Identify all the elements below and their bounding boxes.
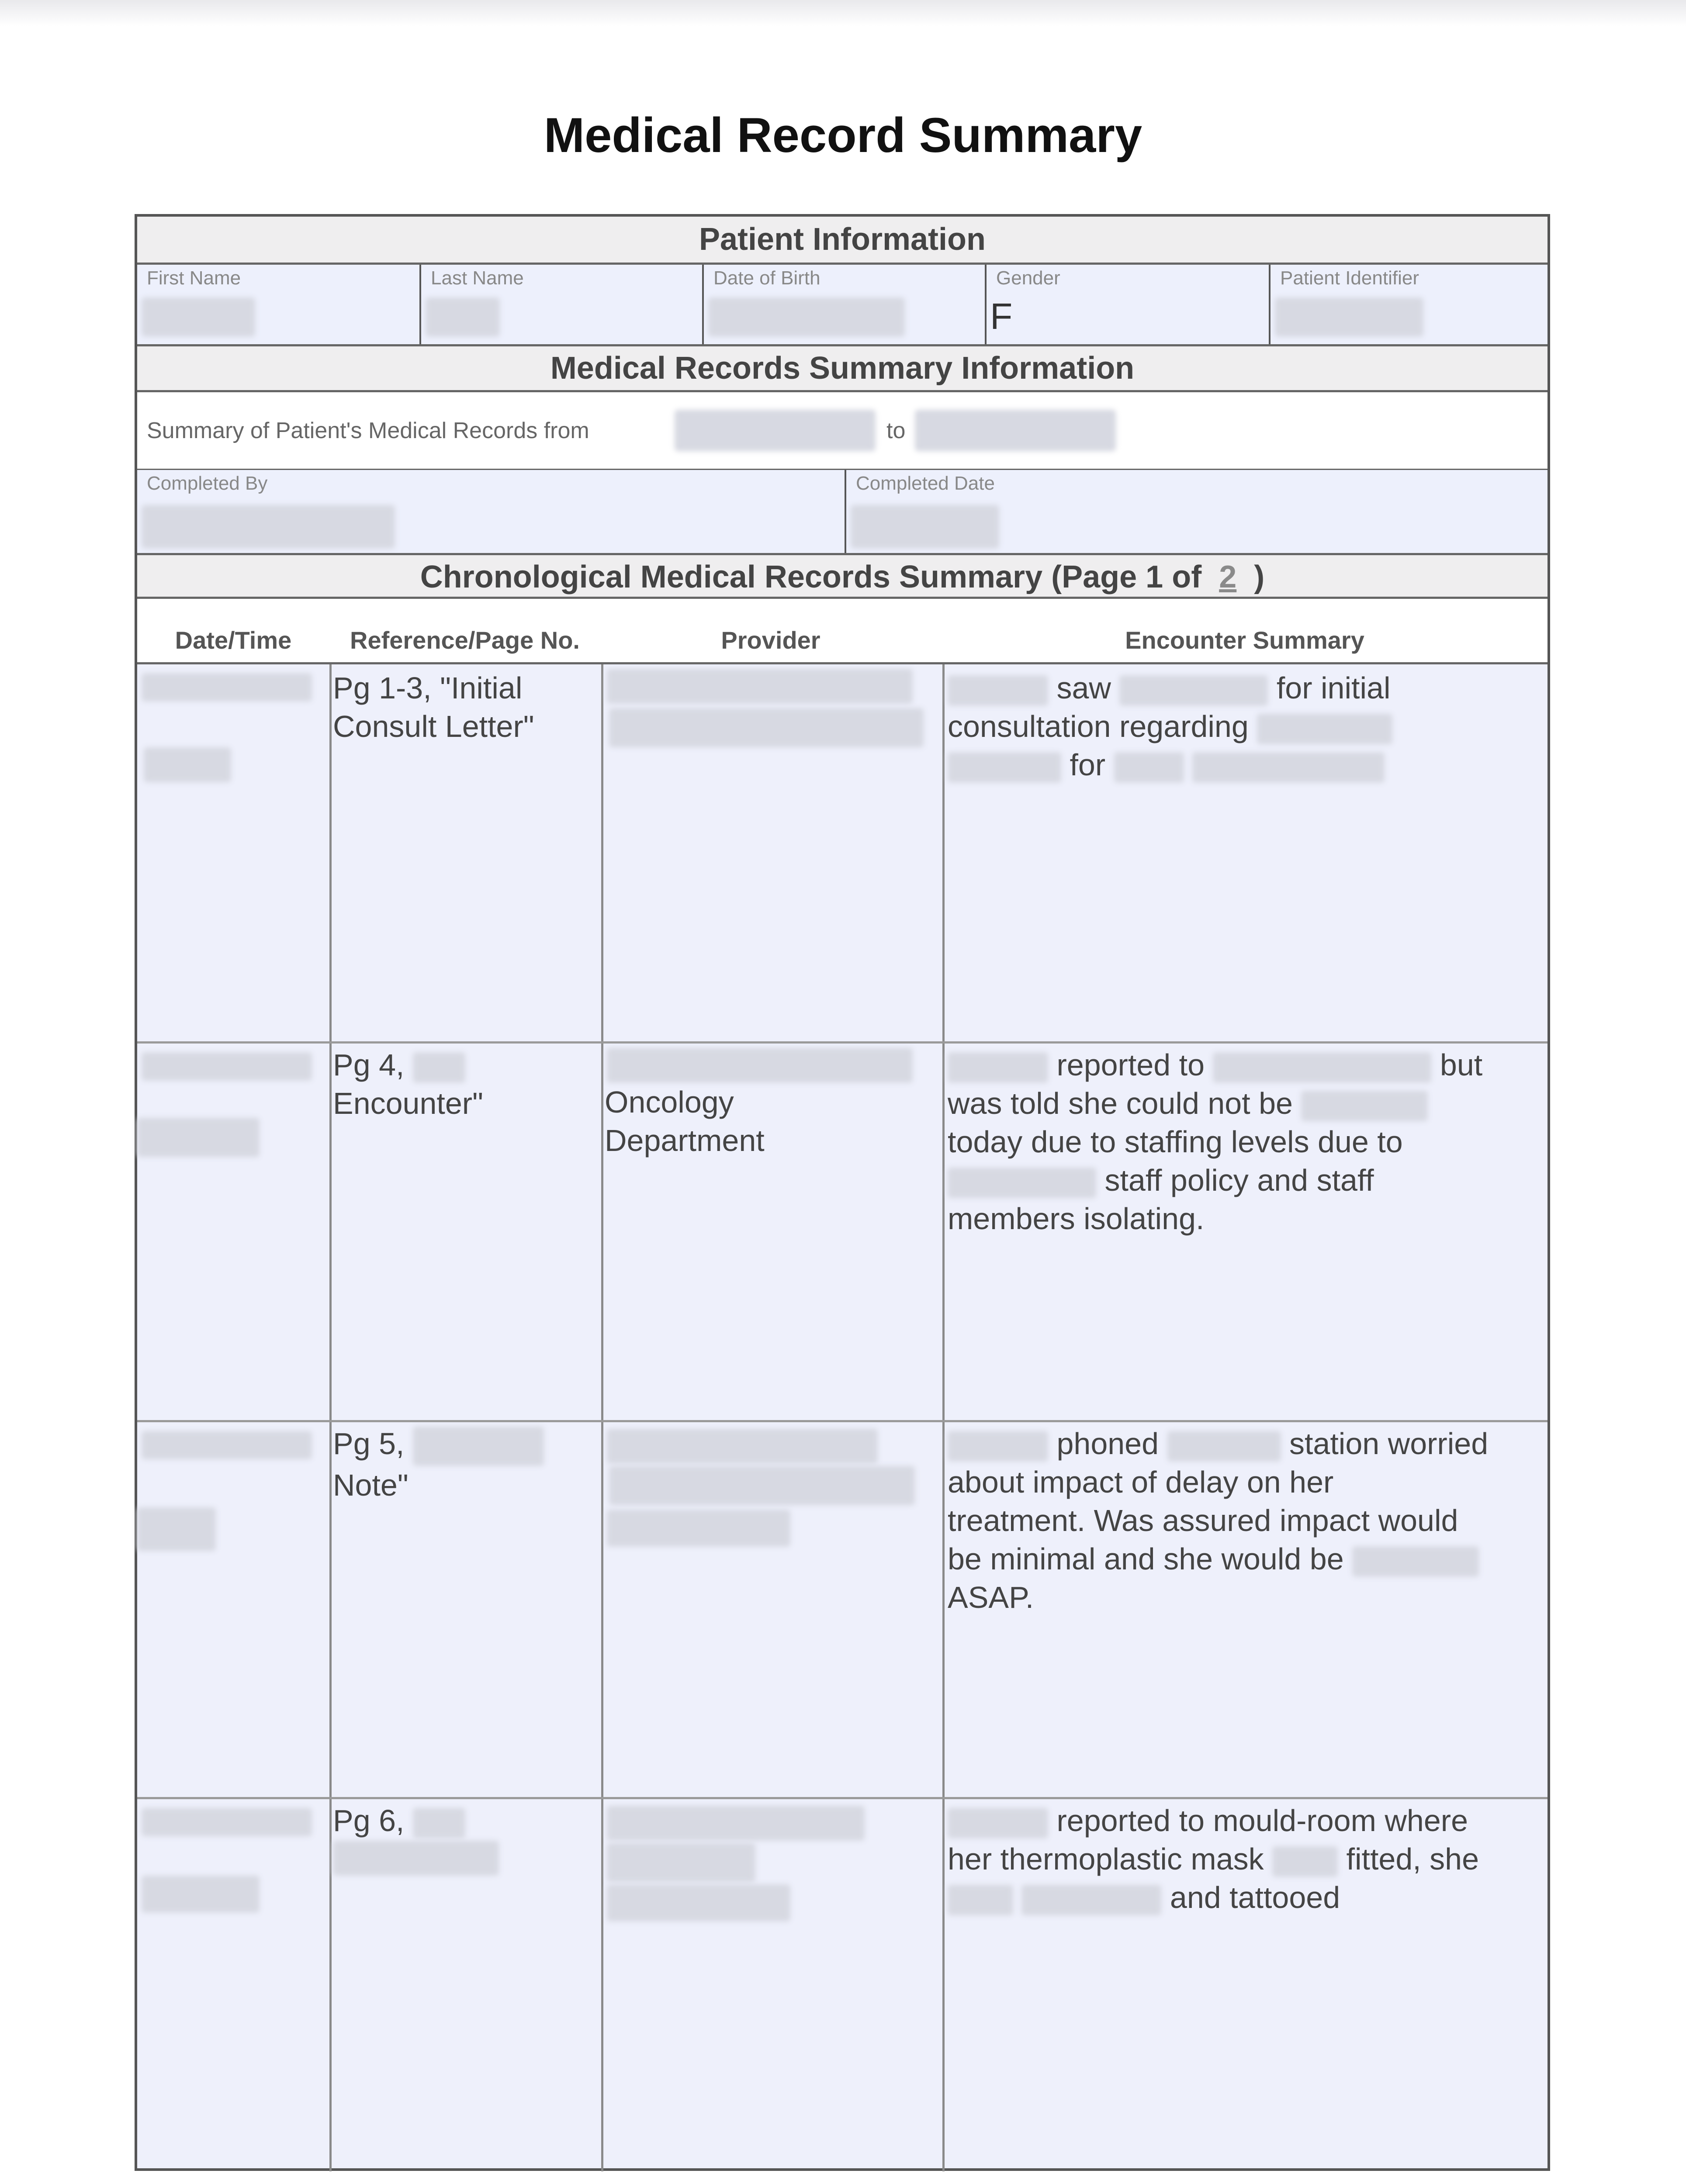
- redacted-provider: [607, 1806, 865, 1841]
- completed-by-label: Completed By: [147, 473, 268, 494]
- gender-label: Gender: [996, 267, 1060, 289]
- to-label: to: [886, 418, 906, 443]
- redacted-text: [1257, 714, 1392, 744]
- from-date-input[interactable]: [675, 410, 876, 451]
- redacted-text: [948, 1168, 1096, 1198]
- chronological-heading: [137, 553, 1548, 599]
- redacted-text: [1167, 1431, 1281, 1462]
- medical-record-form: [135, 214, 1550, 2171]
- date-of-birth-field[interactable]: [704, 265, 987, 346]
- patient-identifier-field[interactable]: [1271, 265, 1548, 346]
- redacted-provider: [607, 669, 913, 704]
- to-date-input[interactable]: [915, 410, 1116, 451]
- redacted-text: [413, 1808, 465, 1838]
- redacted-provider: [607, 1048, 913, 1083]
- reference-cell: Pg 6,: [333, 1801, 595, 1840]
- redacted-provider: [607, 1884, 790, 1921]
- gender-field[interactable]: [987, 265, 1271, 346]
- redacted-text: [1272, 1846, 1338, 1877]
- records-range-label: Summary of Patient's Medical Records from: [147, 418, 589, 443]
- redacted-text: [413, 1052, 465, 1083]
- column-provider: Provider: [721, 626, 820, 654]
- viewer-top-bar: [0, 0, 1686, 26]
- redacted-text: [1301, 1091, 1428, 1121]
- first-name-field[interactable]: [137, 265, 421, 346]
- redacted-time: [137, 1118, 260, 1157]
- redacted-time: [137, 1507, 216, 1551]
- summary-info-heading: Medical Records Summary Information: [137, 344, 1548, 392]
- redacted-reference: [333, 1841, 499, 1876]
- column-date-time: Date/Time: [175, 626, 292, 654]
- completed-date-field[interactable]: [846, 470, 1548, 553]
- redacted-text: [1213, 1052, 1431, 1083]
- redacted-date: [142, 1431, 312, 1459]
- reference-cell: Pg 1-3, "Initial Consult Letter": [333, 671, 534, 743]
- redacted-name: [948, 675, 1048, 706]
- redacted-text: [948, 1885, 1013, 1915]
- redacted-provider: [607, 1510, 790, 1547]
- last-name-label: Last Name: [431, 267, 524, 289]
- redacted-provider: [609, 708, 924, 747]
- page-title: Medical Record Summary: [544, 108, 1142, 162]
- redacted-value: [426, 297, 500, 337]
- patient-identifier-label: Patient Identifier: [1280, 267, 1419, 289]
- patient-info-heading: Patient Information: [137, 217, 1548, 265]
- reference-cell: Pg 4, Encounter": [333, 1048, 483, 1120]
- gender-value: F: [990, 296, 1013, 337]
- encounter-summary-cell: reported to but was told she could not be today due to staffing levels due to staff policy and staff members isolating.: [948, 1048, 1483, 1236]
- redacted-name: [948, 1052, 1048, 1083]
- encounter-summary-cell: saw for initial consultation regarding for: [948, 669, 1542, 784]
- table-row: [137, 664, 1548, 1041]
- redacted-value: [142, 297, 255, 337]
- redacted-name: [948, 1808, 1048, 1838]
- redacted-text: [413, 1427, 544, 1466]
- redacted-date: [142, 673, 312, 702]
- redacted-value: [851, 505, 999, 549]
- redacted-text: [1021, 1885, 1161, 1915]
- redacted-text: [948, 752, 1061, 783]
- redacted-date: [142, 1052, 312, 1081]
- redacted-value: [708, 297, 905, 337]
- encounter-summary-cell: phoned station worried about impact of delay on her treatment. Was assured impact would be minimal and she would be ASAP.: [948, 1427, 1489, 1614]
- redacted-text: [1114, 752, 1184, 783]
- page-total: 2: [1219, 560, 1237, 594]
- completed-date-label: Completed Date: [856, 473, 995, 494]
- redacted-date: [142, 1808, 312, 1836]
- first-name-label: First Name: [147, 267, 241, 289]
- chronological-heading-prefix: Chronological Medical Records Summary (Page 1 of: [420, 560, 1202, 594]
- redacted-provider: [607, 1429, 878, 1464]
- column-reference: Reference/Page No.: [350, 626, 580, 654]
- redacted-name: [948, 1431, 1048, 1462]
- redacted-provider: [607, 1843, 755, 1882]
- table-row: [137, 1799, 1548, 2170]
- redacted-value: [1275, 297, 1423, 337]
- table-row: [137, 1422, 1548, 1797]
- chronological-heading-suffix: ): [1254, 560, 1265, 594]
- encounter-summary-cell: reported to mould-room where her thermoplastic mask fitted, she and tattooed: [948, 1804, 1479, 1914]
- column-encounter-summary: Encounter Summary: [1125, 626, 1364, 654]
- redacted-value: [142, 505, 395, 549]
- redacted-time: [142, 1876, 260, 1913]
- redacted-text: [1352, 1546, 1479, 1577]
- table-row: [137, 1044, 1548, 1420]
- records-range-row: [137, 392, 1548, 471]
- redacted-provider: [609, 1466, 915, 1505]
- completed-by-field[interactable]: [137, 470, 846, 553]
- redacted-name: [1119, 675, 1268, 706]
- column-header-row: [137, 599, 1548, 664]
- reference-cell: Pg 5, Note": [333, 1424, 595, 1504]
- last-name-field[interactable]: [421, 265, 704, 346]
- redacted-time: [144, 747, 231, 782]
- date-of-birth-label: Date of Birth: [713, 267, 820, 289]
- provider-cell: Oncology Department: [605, 1085, 765, 1158]
- redacted-text: [1192, 752, 1385, 783]
